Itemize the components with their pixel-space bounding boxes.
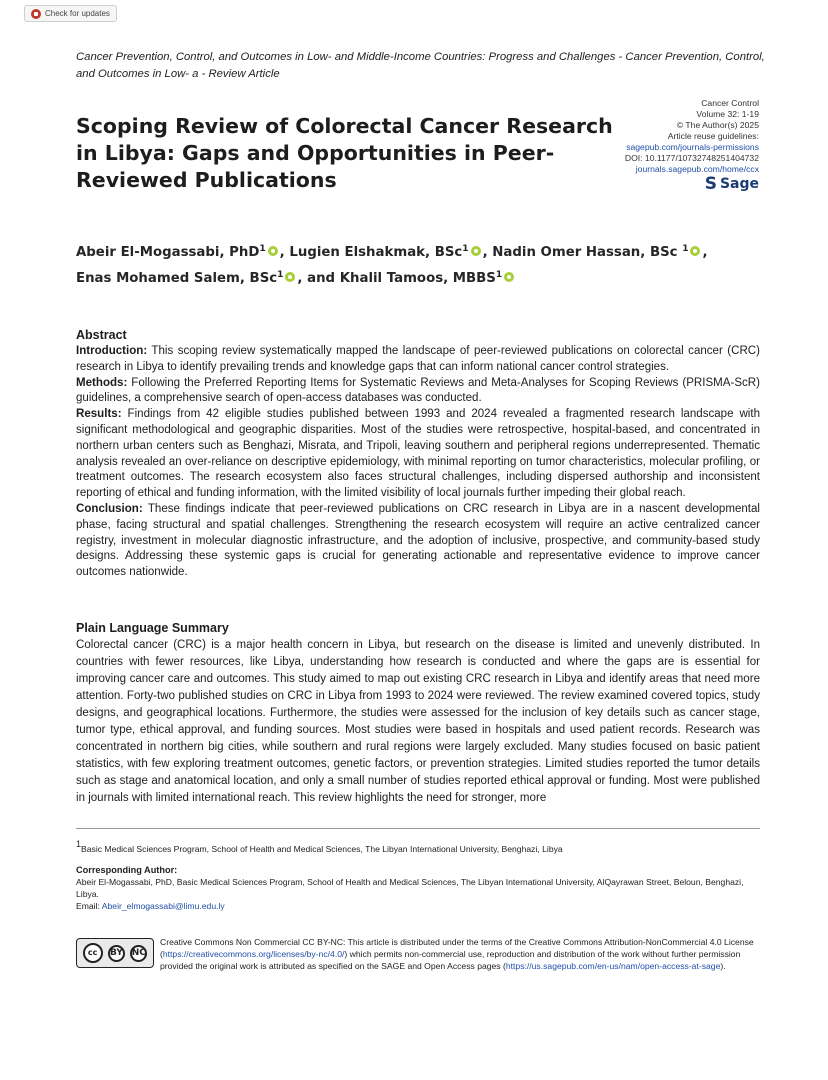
check-updates-button[interactable] xyxy=(24,5,117,22)
pls-heading: Plain Language Summary xyxy=(76,621,229,635)
orcid-icon[interactable] xyxy=(268,246,278,256)
author-name: Khalil Tamoos, MBBS xyxy=(339,271,496,286)
license-text-c: ). xyxy=(720,961,726,972)
license-text-b: ) which permits non-commercial use, reproduction and distribution of the work without further permission provided the original work is attributed as specified on the SAGE and Open Access pages ( xyxy=(160,949,741,972)
affiliation-sup: 1 xyxy=(682,244,689,254)
author-separator: , xyxy=(482,245,488,260)
affiliation-sup: 1 xyxy=(277,270,284,280)
author-name: Abeir El-Mogassabi, PhD xyxy=(76,245,260,260)
email-link[interactable]: Abeir_elmogassabi@limu.edu.ly xyxy=(101,901,225,911)
author-name: Nadin Omer Hassan, BSc xyxy=(492,245,678,260)
check-updates-label: Check for updates xyxy=(45,9,110,18)
cc-by-nc-badge[interactable] xyxy=(76,938,154,968)
introduction-text: This scoping review systematically mapped the landscape of peer-reviewed publications on colorectal cancer (CRC) research in Libya to identify prevailing trends and knowledge gaps that can inform national cancer control strategies. xyxy=(76,345,760,373)
by-icon: BY xyxy=(108,945,125,962)
author-list xyxy=(76,238,766,290)
open-access-link[interactable]: https://us.sagepub.com/en-us/nam/open-access-at-sage xyxy=(505,961,721,972)
affiliation-sup: 1 xyxy=(495,270,503,280)
sage-wordmark: Sage xyxy=(719,176,759,192)
email-label: Email: xyxy=(76,901,102,911)
results-text: Findings from 42 eligible studies published between 1993 and 2024 revealed a fragmented research landscape with significant methodological and geographic disparities. Most of the studies were retrospective, hospital-based, and concentrated in northern urban centers such as Benghazi, Misrata, and Tripoli, leaving southern and peripheral regions underrepresented. Thematic analysis revealed an over-reliance on descriptive epidemiology, with minimal reporting on tumor characteristics, molecular profiling, or treatment outcomes. The research ecosystem also faces structural challenges, including dispersed authorship and inconsistent reporting of ethical and funding information, with the limited visibility of local journals further impeding their global reach. xyxy=(76,408,760,500)
sage-s-icon: S xyxy=(704,174,717,194)
cc-icon: cc xyxy=(83,943,103,963)
affiliation-sup: 1 xyxy=(259,244,266,254)
abstract-conclusion xyxy=(76,502,760,581)
methods-text: Following the Preferred Reporting Items for Systematic Reviews and Meta-Analyses for Scoping Reviews (PRISMA-ScR) guidelines, a comprehensive search of open-access databases was conducted. xyxy=(76,376,760,405)
journal-home-link[interactable]: journals.sagepub.com/home/ccx xyxy=(635,164,759,174)
author-separator: , xyxy=(279,245,285,260)
author-name: Lugien Elshakmak, BSc xyxy=(289,245,463,260)
abstract-introduction xyxy=(76,344,760,376)
corresponding-heading: Corresponding Author: xyxy=(76,865,178,875)
journal-info xyxy=(539,98,759,194)
license-text-a: Creative Commons Non Commercial CC BY-NC: This article is distributed under the terms of the Creative Commons Attribution-NonCommercial 4.0 License ( xyxy=(160,937,754,960)
license-link[interactable]: https://creativecommons.org/licenses/by-nc/4.0/ xyxy=(162,949,345,960)
affiliation-sup: 1 xyxy=(462,244,469,254)
nc-icon: NC xyxy=(130,945,147,962)
orcid-icon[interactable] xyxy=(504,272,514,282)
abstract-heading: Abstract xyxy=(76,328,127,342)
results-label: Results: xyxy=(76,408,122,421)
introduction-label: Introduction: xyxy=(76,345,148,357)
footnote-divider xyxy=(76,828,760,829)
series-line: Cancer Prevention, Control, and Outcomes in Low- and Middle-Income Countries: Progress and Challenges - Cancer Prevention, Control, and Outcomes in Low- a - Review Article xyxy=(76,51,765,80)
journal-copyright: © The Author(s) 2025 xyxy=(676,120,759,130)
check-updates-icon xyxy=(31,9,41,19)
pls-text: Colorectal cancer (CRC) is a major health concern in Libya, but research on the disease is limited and unevenly distributed. In countries with fewer resources, like Libya, understanding how research is conducted and where the gaps are is essential for improving cancer care and outcomes. This study aimed to map out existing CRC research in Libya and identify areas that need more attention. Forty-two published studies on CRC in Libya from 1993 to 2024 were reviewed. The review examined covered topics, study designs, and geographical locations. Furthermore, the studies were assessed for the inclusion of key details such as cancer stage, tumor type, ethical approval, and funding sources. Most studies were based in hospitals and used patient records. Research was concentrated in northern big cities, while southern and rural regions were largely excluded. Many studies focused on basic patient statistics, with few exploring treatment outcomes, genetic factors, or prevention strategies. Limited studies reported the tumor details such as stage and anatomical location, and only a small number of studies reported ethical approval or funding. Most were published in journals with limited international reach. This review highlights the need for stronger, more xyxy=(76,639,760,804)
article-title: Scoping Review of Colorectal Cancer Research in Libya: Gaps and Opportunities in Peer-Reviewed Publications xyxy=(76,114,613,192)
orcid-icon[interactable] xyxy=(285,272,295,282)
orcid-icon[interactable] xyxy=(471,246,481,256)
conclusion-label: Conclusion: xyxy=(76,502,143,515)
affiliation-footnote xyxy=(76,838,760,855)
author-name: Enas Mohamed Salem, BSc xyxy=(76,271,278,286)
email-line xyxy=(76,900,760,912)
journal-volume: Volume 32: 1-19 xyxy=(696,109,759,119)
reuse-label: Article reuse guidelines: xyxy=(667,131,759,141)
corresponding-text: Abeir El-Mogassabi, PhD, Basic Medical Sciences Program, School of Health and Medical Sciences, The Libyan International University, AlQayrawan Street, Beloun, Benghazi, Libya. xyxy=(76,877,744,899)
permissions-link[interactable]: sagepub.com/journals-permissions xyxy=(626,142,759,152)
license-block xyxy=(76,936,766,973)
corresponding-author xyxy=(76,864,760,912)
affiliation-text: Basic Medical Sciences Program, School of Health and Medical Sciences, The Libyan International University, Benghazi, Libya xyxy=(81,844,563,854)
plain-language-summary xyxy=(76,620,760,807)
journal-name: Cancer Control xyxy=(701,98,759,108)
orcid-icon[interactable] xyxy=(690,246,700,256)
affiliation-footnote-sup: 1 xyxy=(76,839,82,849)
methods-label: Methods: xyxy=(76,376,128,389)
author-separator: , and xyxy=(297,271,336,286)
author-separator: , xyxy=(702,245,708,260)
abstract-results xyxy=(76,407,760,502)
sage-logo xyxy=(539,174,759,194)
abstract-methods xyxy=(76,376,760,408)
conclusion-text: These findings indicate that peer-reviewed publications on CRC research in Libya are in a nascent developmental phase, facing structural and spatial challenges. Strengthening the research ecosystem will require an active centralized cancer registry, investment in molecular diagnostic infrastructure, and the adoption of inclusive, prospective, and community-based study designs. Addressing these systemic gaps is crucial for generating actionable and representative evidence to improve cancer outcomes nationwide. xyxy=(76,502,760,579)
abstract xyxy=(76,327,760,581)
doi: DOI: 10.1177/10732748251404732 xyxy=(624,153,759,163)
